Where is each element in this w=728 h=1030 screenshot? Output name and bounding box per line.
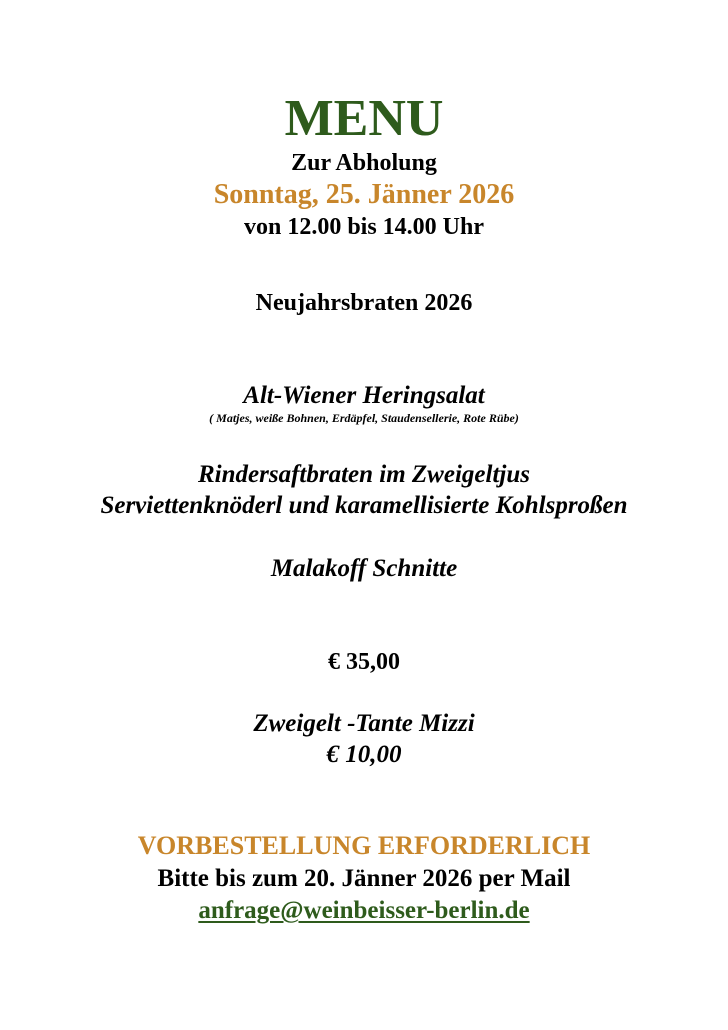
menu-title: MENU: [284, 90, 444, 147]
starter-dish: Alt-Wiener Heringsalat: [243, 382, 485, 409]
starter-ingredients: ( Matjes, weiße Bohnen, Erdäpfel, Staudensellerie, Rote Rübe): [209, 411, 519, 425]
menu-price: € 35,00: [328, 649, 400, 675]
pickup-date: Sonntag, 25. Jänner 2026: [213, 179, 515, 210]
main-dish: Rindersaftbraten im Zweigeltjus: [198, 461, 530, 488]
pickup-label: Zur Abholung: [291, 150, 437, 176]
preorder-notice: VORBESTELLUNG ERFORDERLICH: [137, 831, 591, 860]
dessert-dish: Malakoff Schnitte: [270, 555, 458, 582]
wine-price: € 10,00: [326, 741, 402, 768]
occasion-heading: Neujahrsbraten 2026: [255, 290, 473, 316]
main-dish-sides: Serviettenknöderl und karamellisierte Kohlsproßen: [100, 492, 628, 519]
order-deadline: Bitte bis zum 20. Jänner 2026 per Mail: [157, 865, 571, 892]
email-line: [0, 898, 728, 923]
pickup-time: von 12.00 bis 14.00 Uhr: [243, 214, 485, 240]
email-link[interactable]: anfrage@weinbeisser-berlin.de: [198, 897, 530, 924]
wine-name: Zweigelt -Tante Mizzi: [253, 710, 475, 737]
